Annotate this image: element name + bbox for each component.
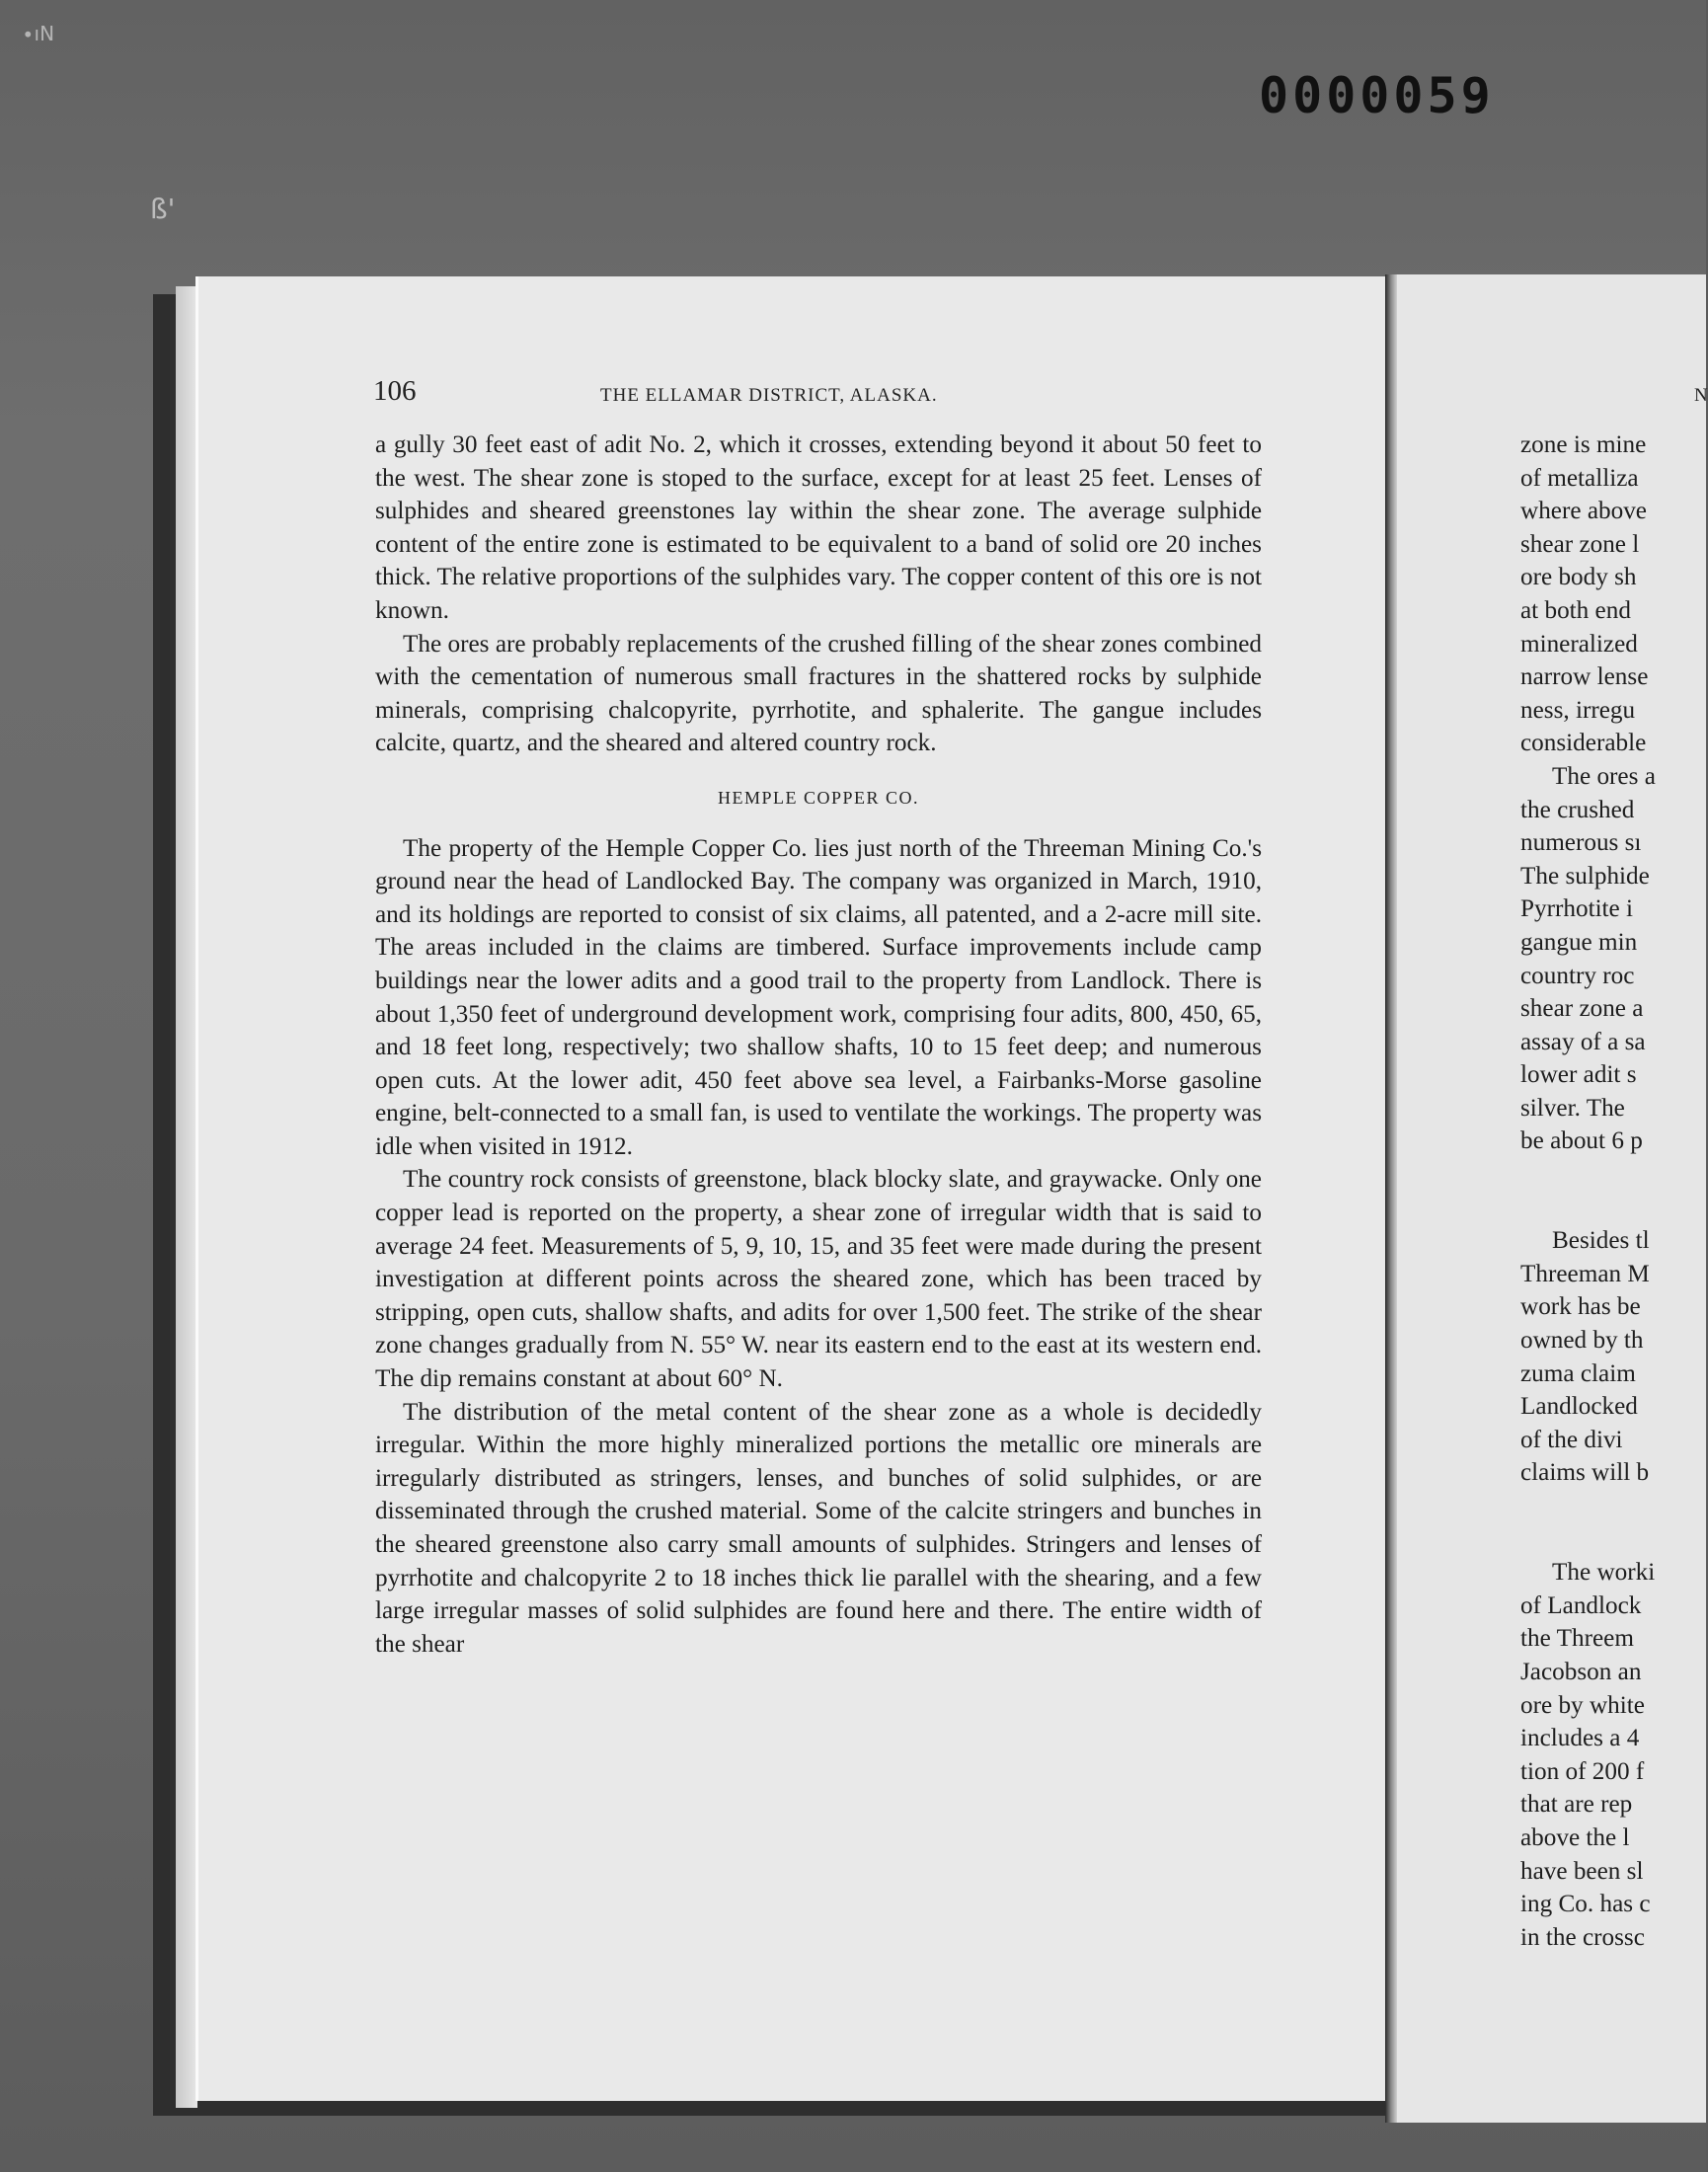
text-line: shear zone l [1520,530,1640,558]
running-title: THE ELLAMAR DISTRICT, ALASKA. [600,385,938,406]
text-line: ness, irregu [1520,696,1636,724]
text-line: zone is mine [1520,431,1647,458]
text-line: owned by th [1520,1327,1644,1355]
text-line: narrow lense [1520,663,1649,691]
text-line: zuma claim [1520,1359,1636,1387]
paragraph: The distribution of the metal content of the shear zone as a whole is decidedly irregular. Within the more highly mineralized portions the metallic ore minerals are irregularly distributed as stringers, lenses, and bunches of solid sulphides, or are disseminated through the crushed material. Some of the calcite stringers and bunches in the sheared greenstone also carry small amounts of sulphides. Stringers and lenses of pyrrhotite and chalcopyrite 2 to 18 inches thick lie parallel with the shearing, and a few large irregular masses of solid sulphides are found here and there. The entire width of the shear [375,1398,1262,1658]
right-page-header-fragment: N [1694,385,1708,406]
text-line: above the l [1520,1823,1630,1851]
right-page-text [1520,428,1706,1954]
text-line: Besides tl [1552,1227,1650,1255]
text-line: where above [1520,498,1647,525]
text-line: assay of a sa [1520,1028,1646,1055]
text-line: Jacobson an [1520,1658,1642,1685]
book-gutter [1385,274,1397,2123]
right-text-block [1520,1556,1706,1954]
page-number: 106 [373,375,417,407]
text-line: Pyrrhotite i [1520,895,1634,923]
archive-stamp-number: 0000059 [1259,67,1495,124]
text-line: Threeman M [1520,1260,1650,1287]
right-text-block [1520,1224,1706,1490]
right-text-block [1520,760,1706,1158]
text-line: The worki [1552,1559,1656,1587]
body-text [375,428,1262,1661]
text-line: ore by white [1520,1691,1645,1719]
text-line: The sulphide [1520,862,1650,890]
text-line: tion of 200 f [1520,1757,1645,1785]
text-line: that are rep [1520,1791,1633,1819]
text-line: lower adit s [1520,1061,1637,1089]
text-line: country roc [1520,962,1635,989]
page-edge [176,286,197,2108]
paragraph: a gully 30 feet east of adit No. 2, which it crosses, extending beyond it about 50 feet to the west. The shear zone is stoped to the surface, except for at least 25 feet. Lenses of sulphides and sheared greenstones lay within the shear zone. The average sulphide content of the entire zone is estimated to be equivalent to a band of solid ore 20 inches thick. The relative proportions of the sulphides vary. The copper content of this ore is not known. [375,431,1262,624]
text-line: silver. The [1520,1094,1625,1122]
text-line: shear zone a [1520,995,1644,1023]
paragraph: The country rock consists of greenstone, black blocky slate, and graywacke. Only one copper lead is reported on the property, a shear zone of irregular width that is said to average 24 feet. Measurements of 5, 9, 10, 15, and 35 feet were made during the present investigation at different points across the sheared zone, which has been traced by stripping, open cuts, shallow shafts, and adits for over 1,500 feet. The strike of the shear zone changes gradually from N. 55° W. near its eastern end to the east at its western end. The dip remains constant at about 60° N. [375,1166,1262,1393]
blank-space [1520,1158,1706,1224]
page-header [373,375,1262,415]
text-line: ore body sh [1520,564,1637,591]
text-line: gangue min [1520,928,1638,956]
text-line: the crushed [1520,796,1635,823]
scan-corner-mark: ∙ıN [22,22,55,45]
text-line: at both end [1520,596,1631,624]
paragraph: The ores are probably replacements of the crushed filling of the shear zones combined with the cementation of numerous small fractures in the shattered rocks by sulphide minerals, comprising chalcopyrite, pyrrhotite, and sphalerite. The gangue includes calcite, quartz, and the sheared and altered country rock. [375,630,1262,757]
text-line: the Threem [1520,1625,1634,1653]
text-line: includes a 4 [1520,1725,1640,1752]
text-line: of metalliza [1520,464,1639,492]
text-line: considerable [1520,730,1647,757]
text-line: Landlocked [1520,1393,1638,1421]
paragraph: The property of the Hemple Copper Co. lies just north of the Threeman Mining Co.'s ground near the head of Landlocked Bay. The company was organized in March, 1910, and its holdings are reported to consist of six claims, all patented, and a 2-acre mill site. The areas included in the claims are timbered. Surface improvements include camp buildings near the lower adits and a good trail to the property from Landlock. There is about 1,350 feet of underground development work, comprising four adits, 800, 450, 65, and 18 feet long, respectively; two shallow shafts, 10 to 15 feet deep; and numerous open cuts. At the lower adit, 450 feet above sea level, a Fairbanks-Morse gasoline engine, belt-connected to a small fan, is used to ventilate the workings. The property was idle when visited in 1912. [375,834,1262,1160]
scan-side-mark: ß' [150,193,176,225]
text-line: have been sl [1520,1857,1644,1885]
right-text-block [1520,428,1706,760]
text-line: be about 6 p [1520,1127,1643,1155]
text-line: claims will b [1520,1459,1650,1487]
blank-space [1520,1490,1706,1556]
text-line: The ores a [1552,762,1656,790]
text-line: work has be [1520,1293,1641,1321]
text-line: in the crossc [1520,1923,1645,1951]
text-line: of Landlock [1520,1591,1642,1619]
text-line: ing Co. has c [1520,1891,1651,1918]
text-line: mineralized [1520,630,1638,658]
text-line: of the divi [1520,1426,1623,1453]
text-line: numerous sı [1520,829,1642,857]
section-heading: HEMPLE COPPER CO. [717,787,920,808]
